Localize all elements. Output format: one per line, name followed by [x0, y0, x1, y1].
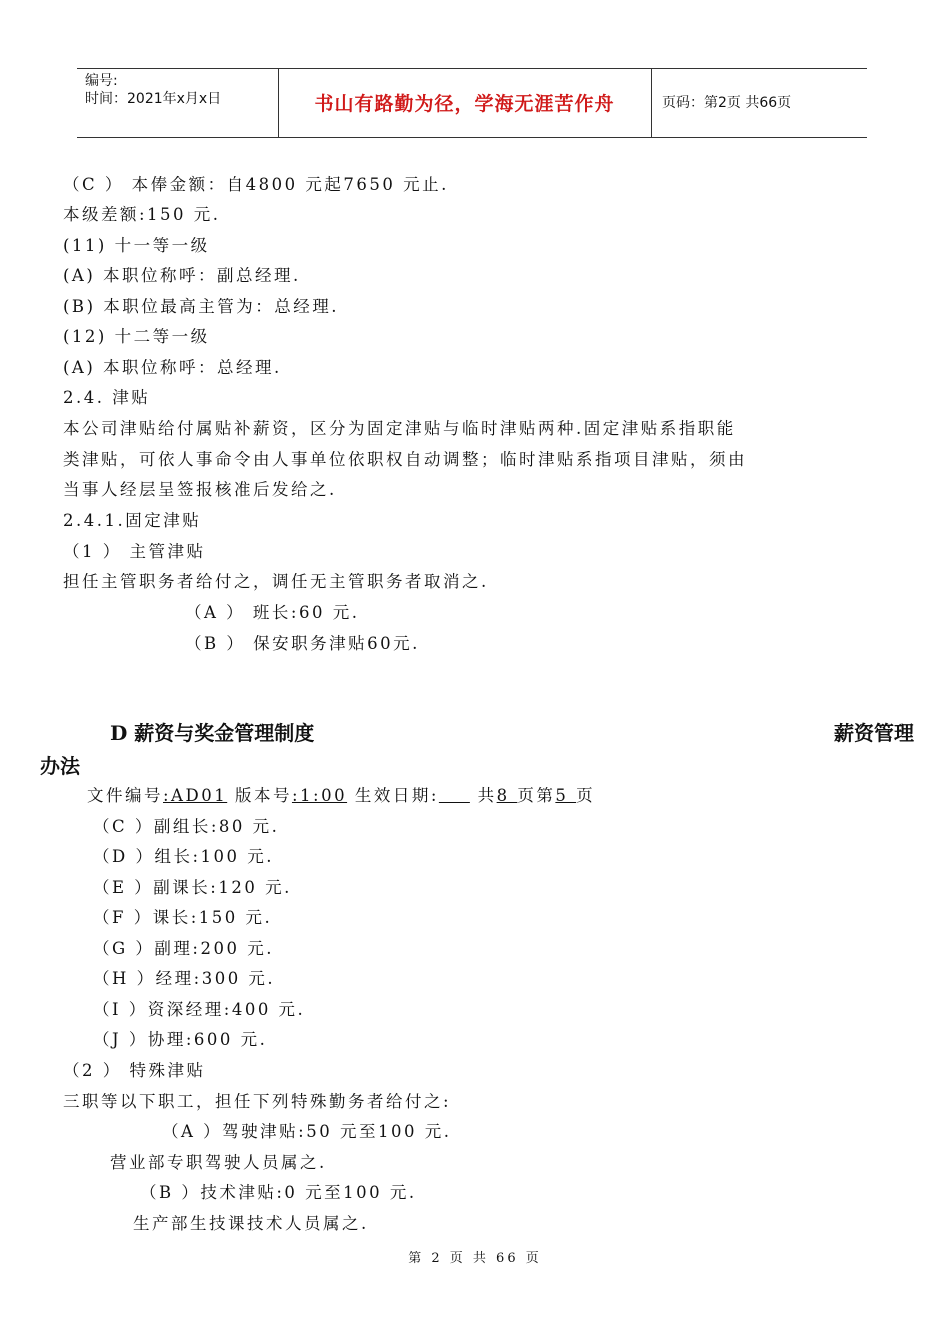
text-line: （G ）副理:200 元.	[93, 939, 274, 958]
text-line: (11) 十一等一级	[63, 236, 210, 255]
text-line: （A ）驾驶津贴:50 元至100 元.	[162, 1122, 452, 1141]
text-line: （E ）副课长:120 元.	[93, 878, 292, 897]
file-meta-line	[87, 785, 595, 807]
text-line: （I ）资深经理:400 元.	[93, 1000, 306, 1019]
paragraph-line: 本公司津贴给付属贴补薪资，区分为固定津贴与临时津贴两种.固定津贴系指职能	[63, 419, 736, 438]
paragraph-line: 当事人经层呈签报核准后发给之.	[63, 480, 337, 499]
text-line: 担任主管职务者给付之，调任无主管职务者取消之.	[63, 572, 489, 591]
meta-text: 页第	[517, 786, 556, 805]
section-heading: 2.4. 津贴	[63, 388, 151, 407]
text-line: （D ）组长:100 元.	[93, 847, 275, 866]
effective-date-blank	[439, 786, 470, 805]
text-line: （B ）技术津贴:0 元至100 元.	[140, 1183, 417, 1202]
text-line: (A) 本职位称呼：副总经理.	[63, 266, 301, 285]
total-pages: 8	[496, 786, 518, 805]
header-divider	[651, 69, 652, 137]
section-title: D 薪资与奖金管理制度	[110, 721, 315, 745]
page-number: 5	[555, 786, 577, 805]
text-line: (B) 本职位最高主管为：总经理.	[63, 297, 339, 316]
text-line: 三职等以下职工，担任下列特殊勤务者给付之:	[63, 1092, 452, 1111]
meta-text: 生效日期:	[354, 786, 439, 805]
text-line: （J ）协理:600 元.	[93, 1030, 268, 1049]
doc-number-label: 编号:	[85, 73, 118, 89]
section-heading: 2.4.1.固定津贴	[63, 511, 202, 530]
header-motto: 书山有路勤为径，学海无涯苦作舟	[314, 93, 615, 115]
text-line: (12) 十二等一级	[63, 327, 210, 346]
text-line: (A) 本职位称呼：总经理.	[63, 358, 282, 377]
page-footer: 第 2 页 共 66 页	[408, 1251, 542, 1266]
text-line: （B ） 保安职务津贴60元.	[185, 634, 420, 653]
text-line: （H ）经理:300 元.	[93, 969, 276, 988]
meta-text: 版本号	[234, 786, 292, 805]
file-code: :AD01	[163, 786, 228, 805]
text-line: 营业部专职驾驶人员属之.	[110, 1153, 327, 1172]
text-line: 生产部生技课技术人员属之.	[133, 1214, 369, 1233]
text-line: （C ）副组长:80 元.	[93, 817, 280, 836]
meta-text: 共	[477, 786, 497, 805]
text-line: （C ） 本俸金额：自4800 元起7650 元止.	[63, 175, 449, 194]
doc-date-label: 时间：2021年x月x日	[85, 91, 222, 107]
meta-text: 页	[576, 786, 596, 805]
text-line: 本级差额:150 元.	[63, 205, 221, 224]
text-line: （A ） 班长:60 元.	[185, 603, 360, 622]
text-line: （F ）课长:150 元.	[93, 908, 273, 927]
text-line: （2 ） 特殊津贴	[63, 1061, 206, 1080]
meta-text: 文件编号	[87, 786, 163, 805]
paragraph-line: 类津贴，可依人事命令由人事单位依职权自动调整；临时津贴系指项目津贴，须由	[63, 450, 747, 469]
section-title-right: 薪资管理	[834, 721, 914, 745]
document-header	[77, 68, 867, 138]
version-number: :1:00	[291, 786, 348, 805]
text-line: （1 ） 主管津贴	[63, 542, 206, 561]
header-page-info: 页码：第2页 共66页	[662, 95, 792, 111]
section-title-wrap: 办法	[40, 754, 80, 778]
